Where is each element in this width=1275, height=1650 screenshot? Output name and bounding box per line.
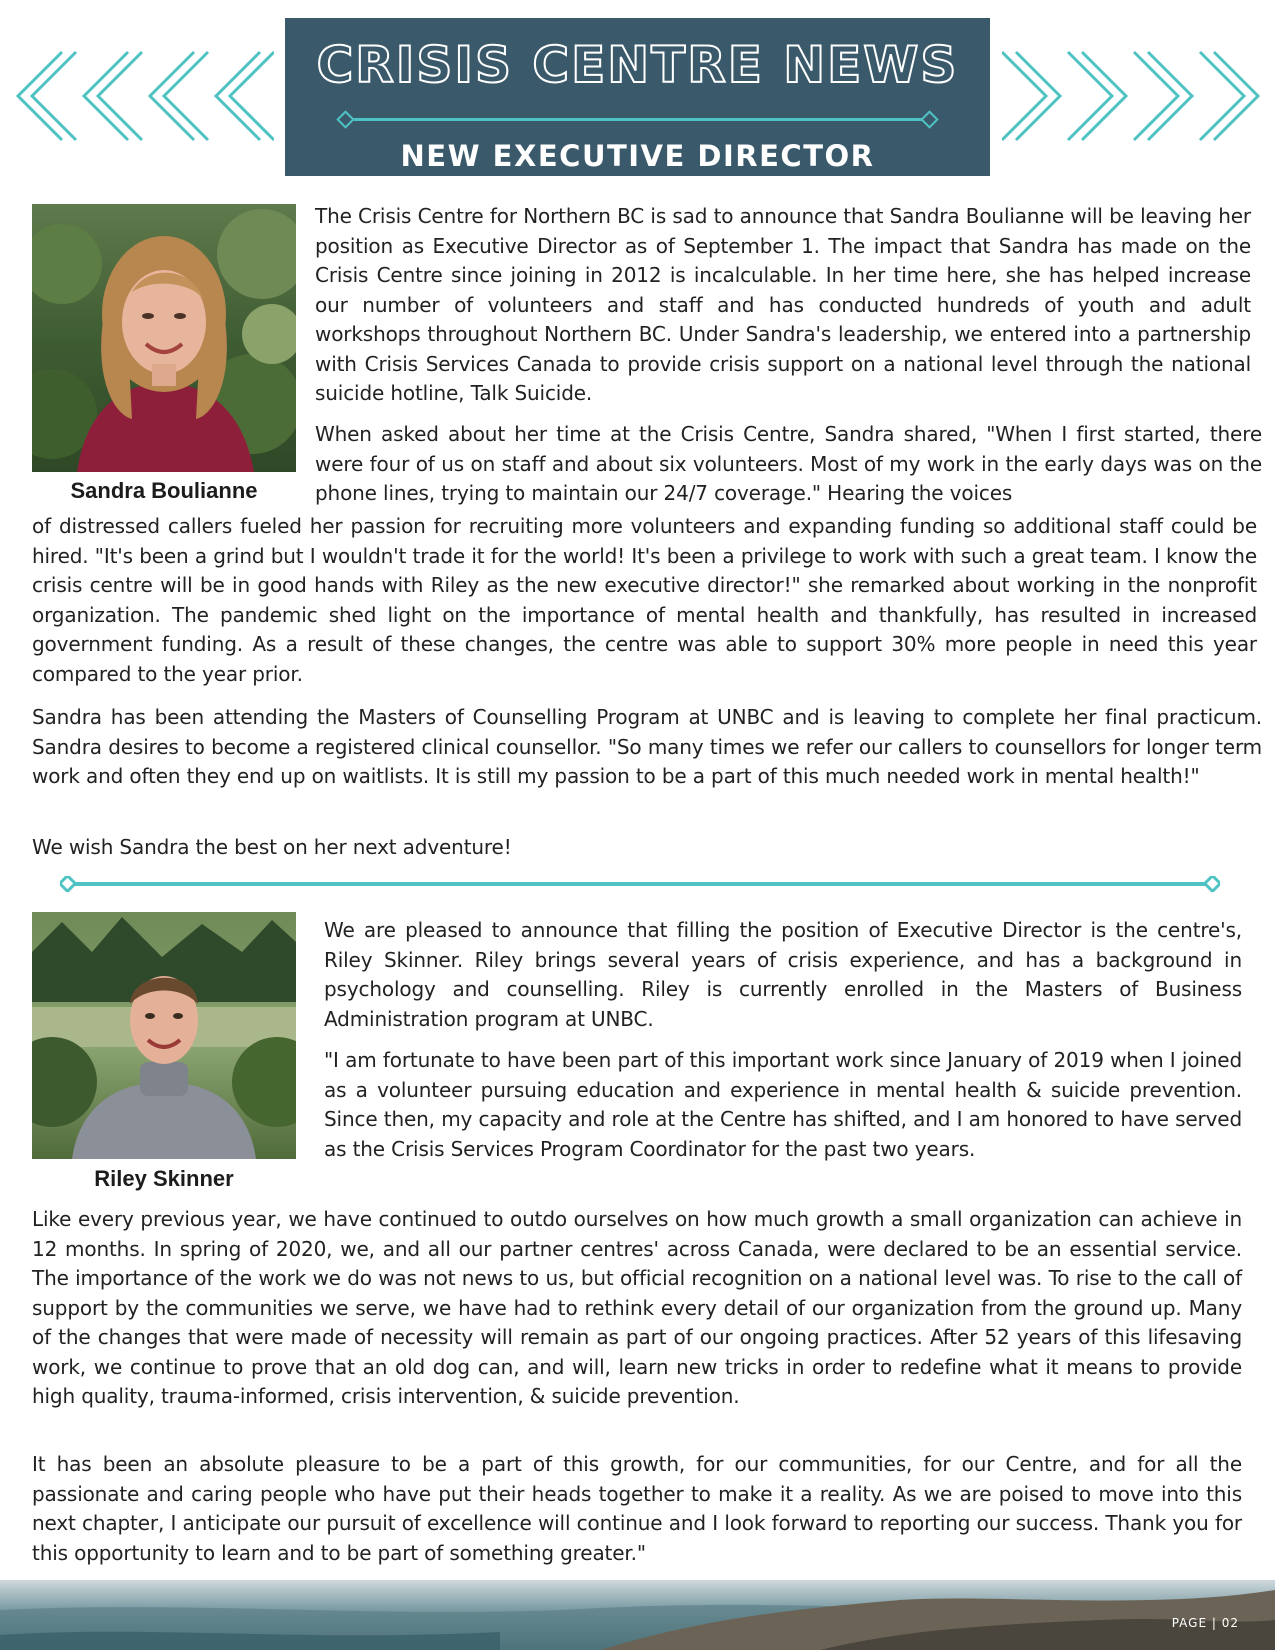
section1-paragraph-1: The Crisis Centre for Northern BC is sad to announce that Sandra Boulianne will be leaving her position as Executive Director as of September 1. The impact that Sandra has made on the Crisis Centre since joining in 2012 is incalculable. In her time here, she has helped increase our number of volunteers and staff and has conducted hundreds of youth and adult workshops throughout Northern BC. Under Sandra's leadership, we entered into a partnership with Crisis Services Canada to provide crisis support on a national level through the national suicide hotline, Talk Suicide. [315,204,1251,405]
left-chevron-decoration [12,48,274,144]
header-rule [345,118,930,121]
newsletter-subtitle: NEW EXECUTIVE DIRECTOR [400,139,875,173]
section1-paragraph-2: When asked about her time at the Crisis Centre, Sandra shared, "When I first started, there were four of us on staff and about six volunteers. Most of my work in the early days was on the phone lines, trying to maintain our 24/7 coverage." Hearing the voices [315,422,1262,505]
section2-paragraph-2: "I am fortunate to have been part of this important work since January of 2019 when I joined as a volunteer pursuing education and experience in mental health & suicide prevention. Since then, my capacity and role at the Centre has shifted, and I am honored to have served as the Crisis Services Program Coordinator for the past two years. [324,1048,1242,1161]
section1-paragraph-4: Sandra has been attending the Masters of Counselling Program at UNBC and is leaving to complete her final practicum. Sandra desires to become a registered clinical counsellor. "So many times we refer our callers to counsellors for longer term work and often they end up on waitlists. It is still my passion to be a part of this much needed work in mental health!" [32,705,1262,788]
riley-name-caption: Riley Skinner [94,1166,234,1191]
diamond-icon [920,110,938,128]
sandra-photo [32,204,296,472]
section2-paragraph-4: It has been an absolute pleasure to be a part of this growth, for our communities, for our Centre, and for all the passionate and caring people who have put their heads together to make it a reality. As we are poised to move into this next chapter, I anticipate our pursuit of excellence will continue and I look forward to reporting our success. Thank you for this opportunity to learn and to be part of something greater." [32,1452,1242,1565]
section1-paragraph-3: of distressed callers fueled her passion for recruiting more volunteers and expanding funding so additional staff could be hired. "It's been a grind but I wouldn't trade it for the world! It's been a privilege to work with such a great team. I know the crisis centre will be in good hands with Riley as the new executive director!" she remarked about working in the nonprofit organization. The pandemic shed light on the importance of mental health and thankfully, has resulted in increased government funding. As a result of these changes, the centre was able to support 30% more people in need this year compared to the year prior. [32,514,1257,686]
riley-photo [32,912,296,1159]
header-banner [285,18,990,176]
diamond-icon [336,110,354,128]
section2-paragraph-3: Like every previous year, we have continued to outdo ourselves on how much growth a small organization can achieve in 12 months. In spring of 2020, we, and all our partner centres' across Canada, were declared to be an essential service. The importance of the work we do was not news to us, but official recognition on a national level was. To rise to the call of support by the communities we serve, we have had to rethink every detail of our organization from the ground up. Many of the changes that were made of necessity will remain as part of our ongoing practices. After 52 years of this lifesaving work, we continue to prove that an old dog can, and will, learn new tricks in order to redefine what it means to provide high quality, trauma-informed, crisis intervention, & suicide prevention. [32,1207,1242,1408]
sandra-name-caption: Sandra Boulianne [70,478,258,503]
newsletter-title: CRISIS CENTRE NEWS [316,36,959,94]
right-chevron-decoration [1002,48,1264,144]
section2-paragraph-1: We are pleased to announce that filling the position of Executive Director is the centre's, Riley Skinner. Riley brings several years of crisis experience, and has a background in psychology and counselling. Riley is currently enrolled in the Masters of Business Administration program at UNBC. [324,918,1242,1031]
section-divider [60,876,1220,892]
footer-landscape-image [0,1580,1275,1650]
page-number: PAGE | 02 [1171,1616,1239,1630]
section1-paragraph-5: We wish Sandra the best on her next adventure! [32,835,512,859]
